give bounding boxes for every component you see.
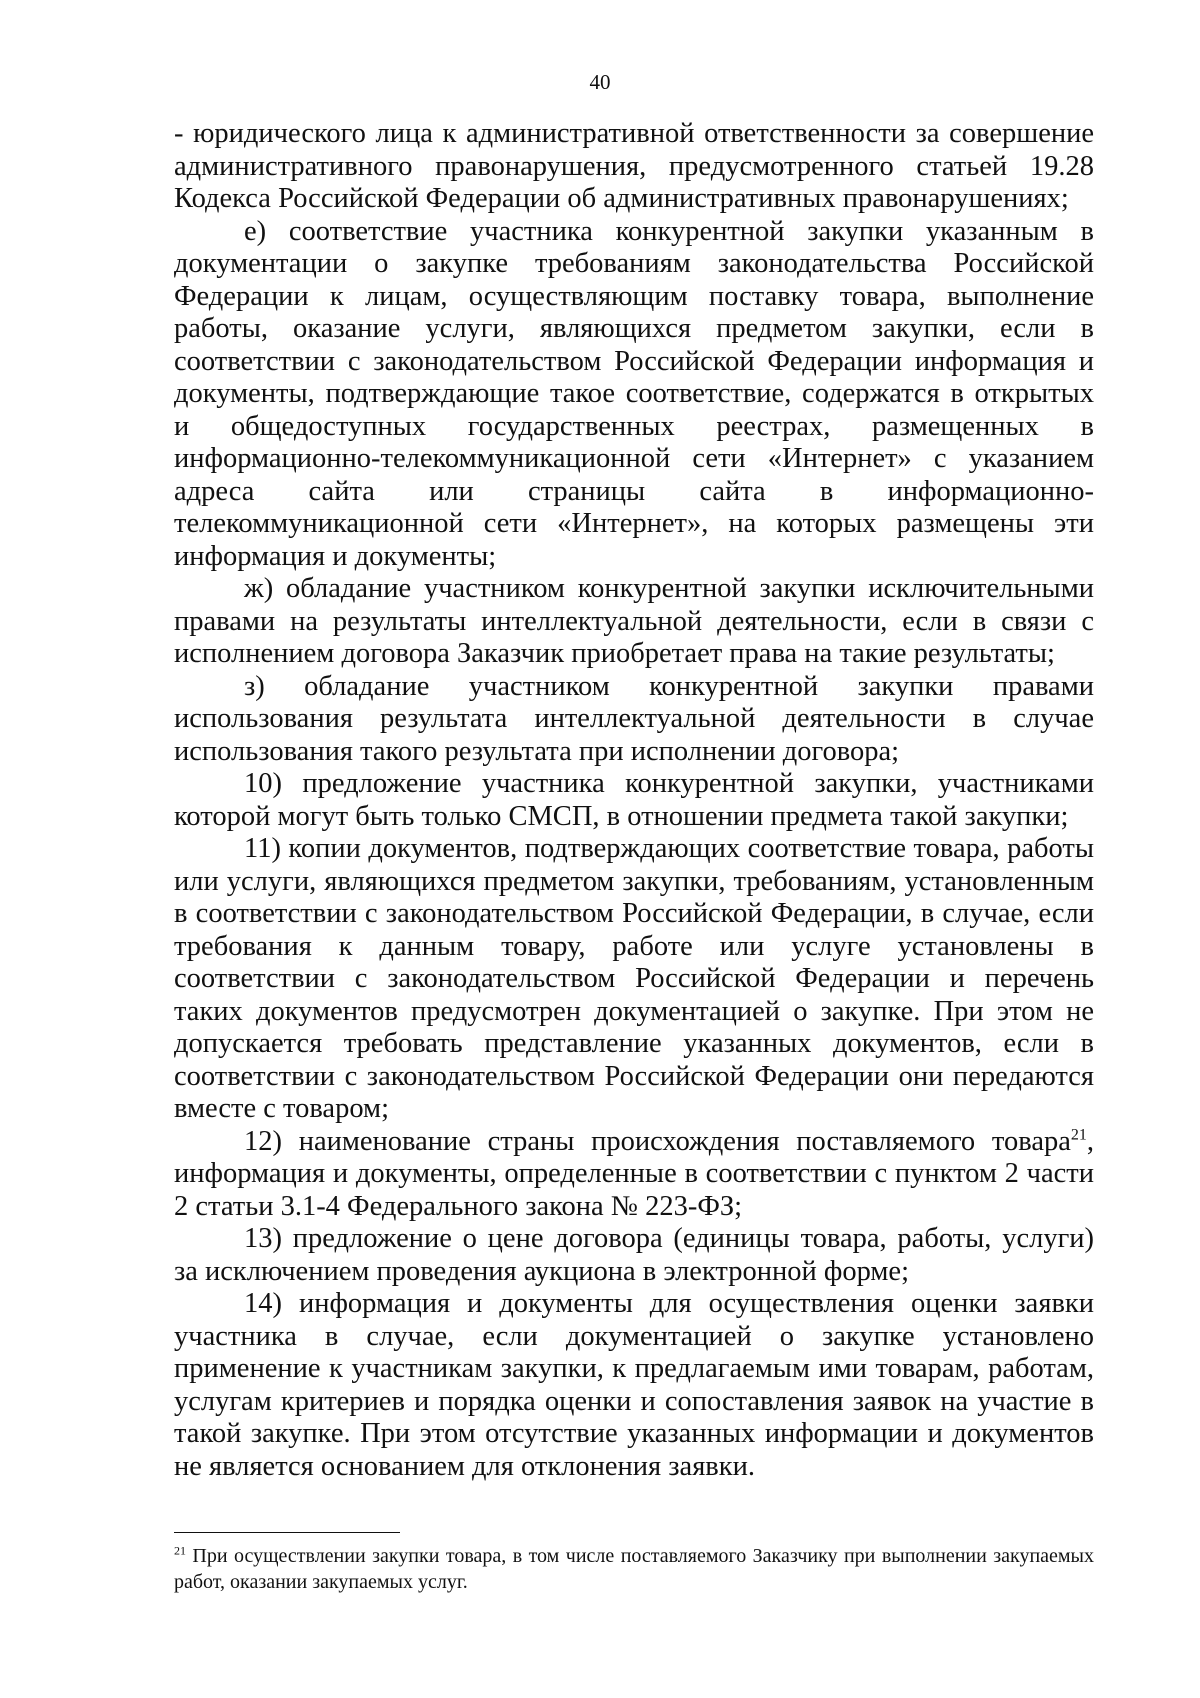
paragraph-item-12-text-after: , информация и документы, определенные в соответствии с пунктом 2 части 2 статьи 3.1-4 Федерального закона № 223-ФЗ; — [174, 1125, 1094, 1222]
footnote — [174, 1543, 1094, 1595]
paragraph-item-12 — [174, 1126, 1094, 1224]
footnote-text: При осуществлении закупки товара, в том числе поставляемого Заказчику при выполнении закупаемых работ, оказании закупаемых услуг. — [174, 1545, 1094, 1593]
paragraph-item-e: е) соответствие участника конкурентной закупки указанным в документации о закупке требованиям законодательства Российской Федерации к лицам, осуществляющим поставку товара, выполнение работы, оказание услуги, являющихся предметом закупки, если в соответствии с законодательством Российской Федерации информация и документы, подтверждающие такое соответствие, содержатся в открытых и общедоступных государственных реестрах, размещенных в информационно-телекоммуникационной сети «Интернет» с указанием адреса сайта или страницы сайта в информационно-телекоммуникационной сети «Интернет», на которых размещены эти информация и документы; — [174, 215, 1094, 572]
paragraph-item-14: 14) информация и документы для осуществления оценки заявки участника в случае, если документацией о закупке установлено применение к участникам закупки, к предлагаемым ими товарам, работам, услугам критериев и порядка оценки и сопоставления заявок на участие в такой закупке. При этом отсутствие указанных информации и документов не является основанием для отклонения заявки. — [174, 1288, 1094, 1482]
footnote-mark: 21 — [174, 1543, 186, 1558]
paragraph-item-11: 11) копии документов, подтверждающих соответствие товара, работы или услуги, являющихся предметом закупки, требованиям, установленным в соответствии с законодательством Российской Федерации, в случае, если требования к данным товару, работе или услуге установлены в соответствии с законодательством Российской Федерации и перечень таких документов предусмотрен документацией о закупке. При этом не допускается требовать представление указанных документов, если в соответствии с законодательством Российской Федерации они передаются вместе с товаром; — [174, 833, 1094, 1124]
paragraph-item-13: 13) предложение о цене договора (единицы товара, работы, услуги) за исключением проведения аукциона в электронной форме; — [174, 1223, 1094, 1287]
paragraph-item-10: 10) предложение участника конкурентной закупки, участниками которой могут быть только СМСП, в отношении предмета такой закупки; — [174, 768, 1094, 832]
footnote-reference: 21 — [1070, 1126, 1087, 1143]
paragraph-item-zh: ж) обладание участником конкурентной закупки исключительными правами на результаты интеллектуальной деятельности, если в связи с исполнением договора Заказчик приобретает права на такие результаты; — [174, 573, 1094, 669]
page-number: 40 — [589, 70, 611, 94]
paragraph-continuation: - юридического лица к административной ответственности за совершение административного правонарушения, предусмотренного статьей 19.28 Кодекса Российской Федерации об административных правонарушениях; — [174, 118, 1094, 214]
paragraph-item-z: з) обладание участником конкурентной закупки правами использования результата интеллектуальной деятельности в случае использования такого результата при исполнении договора; — [174, 670, 1094, 767]
footnote-separator — [174, 1532, 400, 1533]
paragraph-item-12-text-before: 12) наименование страны происхождения поставляемого товара — [244, 1125, 1071, 1157]
document-body — [174, 118, 1094, 1483]
